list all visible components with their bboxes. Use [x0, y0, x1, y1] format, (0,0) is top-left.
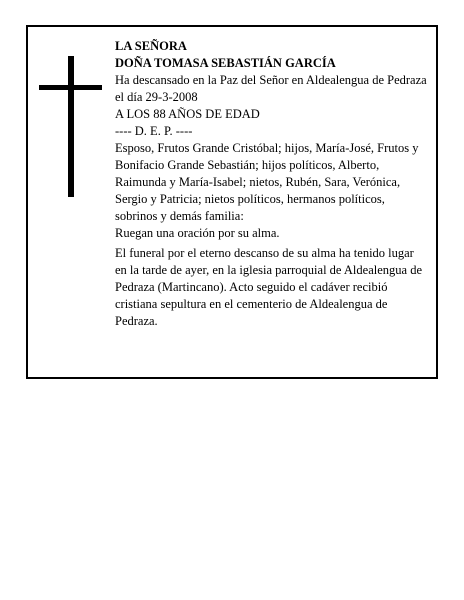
rip-line: ---- D. E. P. ---- — [115, 124, 193, 138]
cross-icon — [68, 56, 74, 197]
rest-statement: Ha descansado en la Paz del Señor en Aldealengua de Pedraza el día 29-3-2008 — [115, 73, 427, 104]
title-line: LA SEÑORA — [115, 39, 187, 53]
deceased-name: DOÑA TOMASA SEBASTIÁN GARCÍA — [115, 56, 336, 70]
obituary-text — [115, 38, 427, 330]
prayer-request: Ruegan una oración por su alma. — [115, 226, 280, 240]
family-list: Esposo, Frutos Grande Cristóbal; hijos, María-José, Frutos y Bonifacio Grande Sebastián; hijos políticos, Alberto, Raimunda y María-Isabel; nietos, Rubén, Sara, Verónica, Sergio y Patricia; nietos políticos, hermanos políticos, sobrinos y demás familia: — [115, 141, 419, 223]
funeral-details: El funeral por el eterno descanso de su alma ha tenido lugar en la tarde de ayer, en la iglesia parroquial de Aldealengua de Pedraza (Martincano). Acto seguido el cadáver recibió cristiana sepultura en el cementerio de Aldealengua de Pedraza. — [115, 246, 422, 328]
obituary-notice — [26, 25, 438, 379]
age-statement: A LOS 88 AÑOS DE EDAD — [115, 107, 260, 121]
cross-icon-bar — [39, 85, 102, 90]
